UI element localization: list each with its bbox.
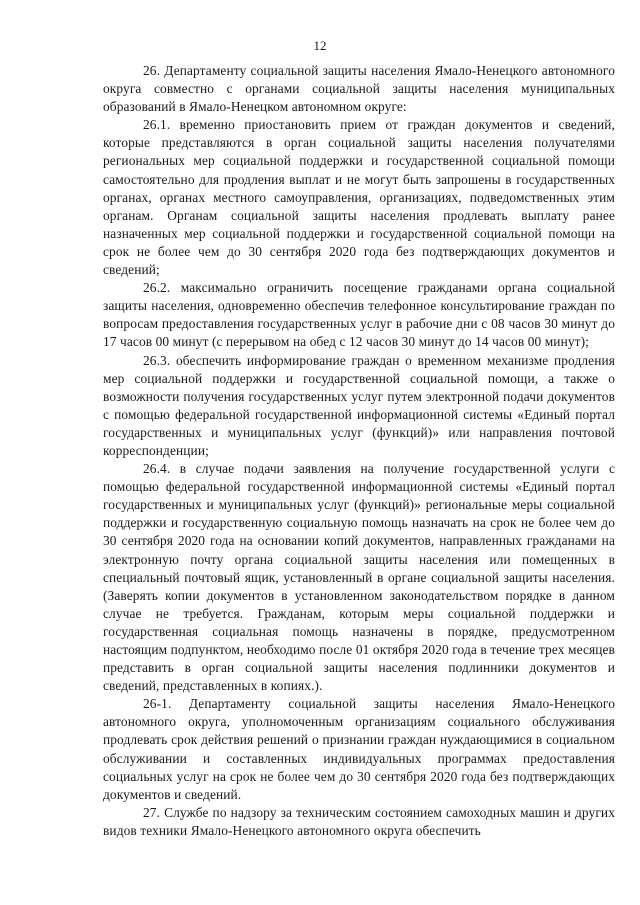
paragraph-26-dash-1: 26-1. Департаменту социальной защиты населения Ямало-Ненецкого автономного округа, уполномоченным организациям социального обслуживания продлевать срок действия решений о признании граждан нуждающимися в социальном обслуживании и составленных индивидуальных программах предоставления социальных услуг на срок не более чем до 30 сентября 2020 года без подтверждающих документов и сведений.: [103, 696, 615, 802]
paragraph-26: 26. Департаменту социальной защиты населения Ямало-Ненецкого автономного округа совместно с органами социальной защиты населения муниципальных образований в Ямало-Ненецком автономном округе:: [103, 63, 615, 115]
paragraph-27: 27. Службе по надзору за техническим состоянием самоходных машин и других видов техники Ямало-Ненецкого автономного округа обеспечить: [103, 804, 615, 838]
paragraph-26-4: 26.4. в случае подачи заявления на получение государственной услуги с помощью федеральной государственной информационной системы «Единый портал государственных и муниципальных услуг (функций)» региональные меры социальной поддержки и государственную социальную помощь назначать на срок не более чем до 30 сентября 2020 года на основании копий документов, направленных гражданами на электронную почту органа социальной защиты населения или помещенных в специальный почтовый ящик, установленный в органе социальной защиты населения. (Заверять копии документов в установленном законодательством порядке в данном случае не требуется. Гражданам, которым меры социальной поддержки и государственная социальная помощь назначены в порядке, предусмотренном настоящим подпунктом, необходимо после 01 октября 2020 года в течение трех месяцев представить в орган социальной защиты населения подлинники документов и сведений, представленных в копиях.).: [103, 461, 615, 694]
page-number: 12: [313, 38, 327, 53]
paragraph-26-2: 26.2. максимально ограничить посещение гражданами органа социальной защиты населения, одновременно обеспечив телефонное консультирование граждан по вопросам предоставления государственных услуг в рабочие дни с 08 часов 30 минут до 17 часов 00 минут (с перерывом на обед с 12 часов 30 минут до 14 часов 00 минут);: [103, 280, 615, 350]
paragraph-26-3: 26.3. обеспечить информирование граждан о временном механизме продления мер социальной поддержки и государственной социальной помощи, а также о возможности получения государственных услуг путем электронной подачи документов с помощью федеральной государственной информационной системы «Единый портал государственных и муниципальных услуг (функций)» или направления почтовой корреспонденции;: [103, 352, 615, 458]
document-body: [103, 62, 615, 840]
paragraph-26-1: 26.1. временно приостановить прием от граждан документов и сведений, которые представляются в орган социальной защиты населения получателями региональных мер социальной поддержки и государственной социальной помощи самостоятельно для продления выплат и не могут быть запрошены в государственных органах, органах местного самоуправления, организациях, подведомственных этим органам. Органам социальной защиты населения продлевать выплату ранее назначенных мер социальной поддержки и государственной социальной помощи на срок не более чем до 30 сентября 2020 года без подтверждающих документов и сведений;: [103, 117, 615, 278]
